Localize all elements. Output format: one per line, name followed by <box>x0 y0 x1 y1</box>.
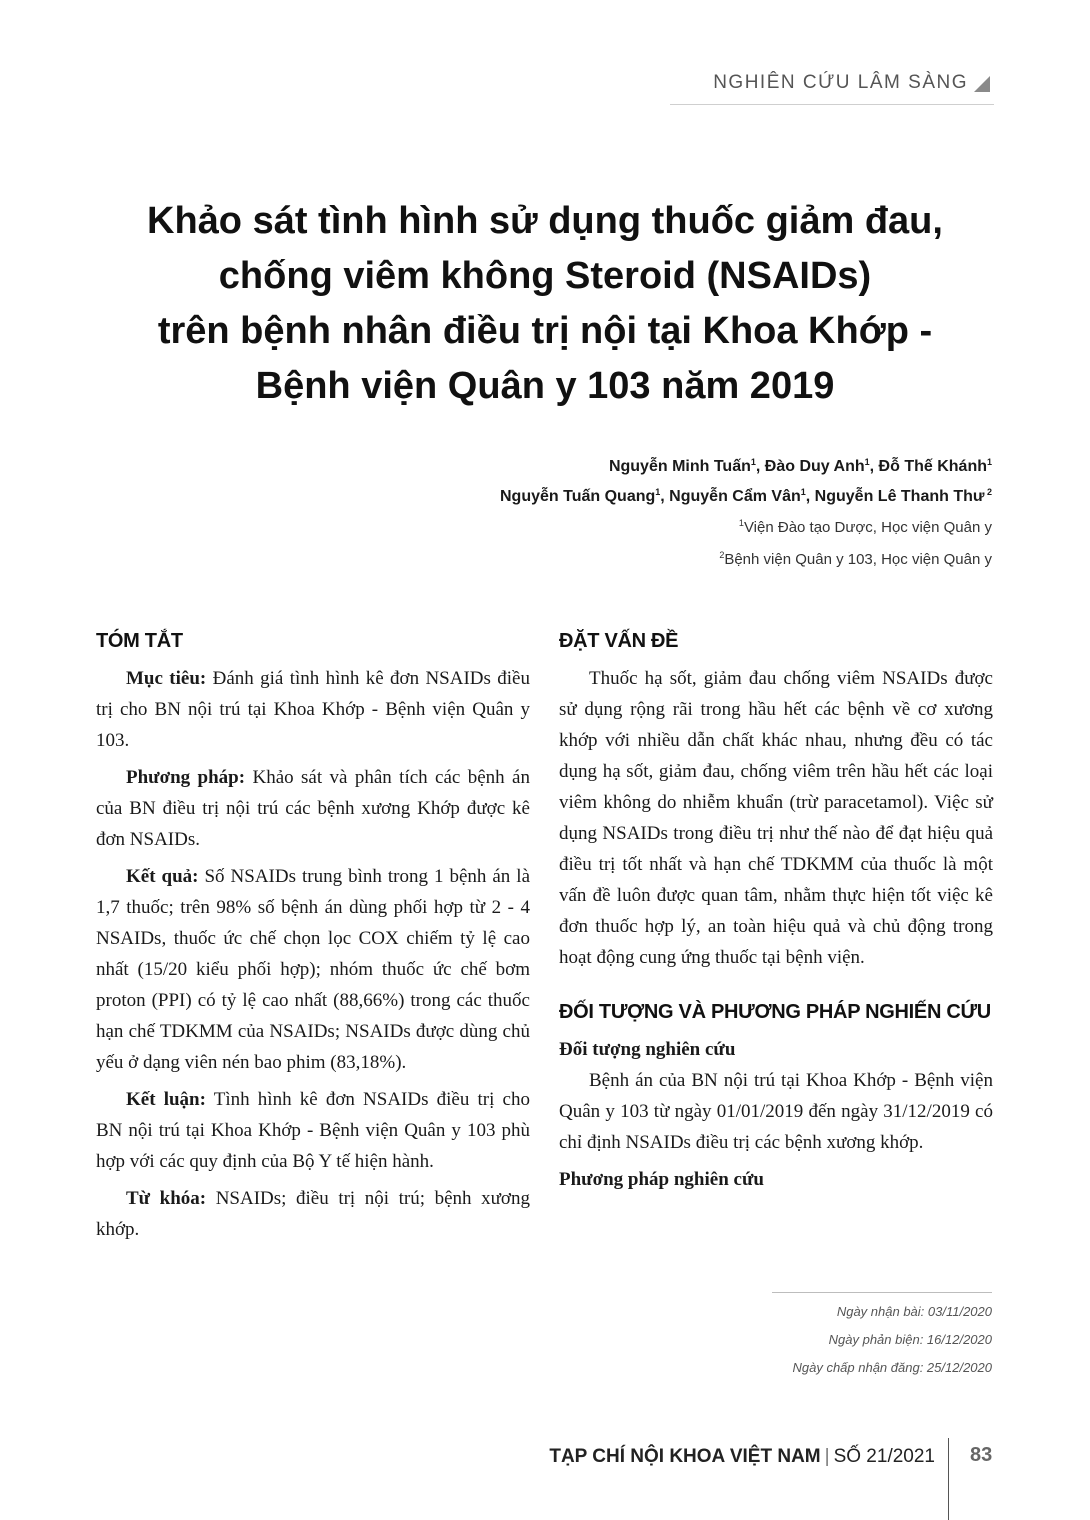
intro-paragraph: Thuốc hạ sốt, giảm đau chống viêm NSAIDs được sử dụng rộng rãi trong hầu hết các bệnh về cơ xương khớp với nhiều dẫn chất khác nhau, nhưng đều có tác dụng hạ sốt, giảm đau, chống viêm trên hầu hết các loại viêm không do nhiễm khuẩn (trừ paracetamol). Việc sử dụng NSAIDs trong điều trị như thế nào để đạt hiệu quả điều trị tốt nhất và hạn chế TDKMM của thuốc là một vấn đề luôn được quan tâm, nhằm thực hiện tốt việc kê đơn thuốc hợp lý, an toàn hiệu quả và chủ động trong hoạt động cung ứng thuốc tại bệnh viện. <box>559 668 993 968</box>
author-name: , Nguyễn Cẩm Vân <box>660 488 801 505</box>
header-divider <box>670 104 994 105</box>
title-line-4: Bệnh viện Quân y 103 năm 2019 <box>255 365 835 407</box>
author-affiliation-mark: 1 <box>986 457 992 467</box>
abstract-column <box>96 626 530 1251</box>
triangle-icon <box>974 76 990 92</box>
author-line-1 <box>500 452 992 482</box>
results-label: Kết quả: <box>126 866 199 887</box>
affiliation-1 <box>719 512 992 544</box>
footer-separator: | <box>824 1446 830 1467</box>
author-list <box>500 452 992 512</box>
issue-number: SỐ 21/2021 <box>833 1446 935 1467</box>
spacer <box>559 979 993 997</box>
author-affiliation-mark: 2 <box>984 487 992 497</box>
article-title <box>96 194 994 414</box>
abstract-results <box>96 861 530 1078</box>
author-name: , Đỗ Thế Khánh <box>869 458 987 475</box>
affiliation-mark: 1 <box>738 518 744 528</box>
page-number: 83 <box>970 1444 993 1466</box>
journal-footer <box>549 1446 935 1468</box>
affiliation-text: Bệnh viện Quân y 103, Học viện Quân y <box>724 551 992 568</box>
author-name: Nguyễn Minh Tuấn <box>608 458 751 475</box>
submission-dates <box>792 1298 992 1382</box>
keywords-text: NSAIDs; điều trị nội trú; bệnh xương khớp. <box>96 1188 530 1240</box>
intro-heading: ĐẶT VẤN ĐỀ <box>559 630 679 652</box>
results-text: Số NSAIDs trung bình trong 1 bệnh án là 1,7 thuốc; trên 98% số bệnh án dùng phối hợp từ 2 - 4 NSAIDs, thuốc ức chế chọn lọc COX chiếm tỷ lệ cao nhất (15/20 kiểu phối hợp); nhóm thuốc ức chế bơm proton (PPI) có tỷ lệ cao nhất (88,66%) trong các thuốc hạn chế TDKMM của NSAIDs; NSAIDs được dùng chủ yếu ở dạng viên nén bao phim (83,18%). <box>96 866 531 1073</box>
title-line-2: chống viêm không Steroid (NSAIDs) <box>218 255 872 297</box>
journal-name: TẠP CHÍ NỘI KHOA VIỆT NAM <box>549 1446 821 1467</box>
objective-text: Đánh giá tình hình kê đơn NSAIDs điều trị cho BN nội trú tại Khoa Khớp - Bệnh viện Quân y 103. <box>96 668 530 751</box>
conclusion-label: Kết luận: <box>126 1089 206 1110</box>
reviewed-date: Ngày phản biện: 16/12/2020 <box>828 1332 992 1347</box>
conclusion-text: Tình hình kê đơn NSAIDs điều trị cho BN nội trú tại Khoa Khớp - Bệnh viện Quân y 103 phù hợp với các quy định của Bộ Y tế hiện hành. <box>96 1089 530 1172</box>
affiliation-mark: 2 <box>719 550 725 560</box>
keywords-label: Từ khóa: <box>126 1188 207 1209</box>
body-column <box>559 626 993 1195</box>
footer-vertical-rule <box>948 1438 949 1520</box>
method-subheading: Phương pháp nghiên cứu <box>559 1169 764 1190</box>
title-line-3: trên bệnh nhân điều trị nội tại Khoa Khớp - <box>157 310 933 352</box>
author-affiliation-mark: 1 <box>655 487 661 497</box>
author-affiliation-mark: 1 <box>800 487 806 497</box>
methods-heading: ĐỐI TƯỢNG VÀ PHƯƠNG PHÁP NGHIẾN CỨU <box>559 1001 991 1023</box>
affiliation-2 <box>719 544 992 576</box>
abstract-heading: TÓM TẮT <box>96 630 183 652</box>
subjects-paragraph: Bệnh án của BN nội trú tại Khoa Khớp - Bệnh viện Quân y 103 từ ngày 01/01/2019 đến ngày 31/12/2019 có chỉ định NSAIDs điều trị các bệnh xương khớp. <box>559 1070 993 1153</box>
author-name: , Nguyễn Lê Thanh Thư <box>805 488 985 505</box>
objective-label: Mục tiêu: <box>126 668 207 689</box>
author-name: Nguyễn Tuấn Quang <box>500 488 656 505</box>
affiliations <box>719 512 992 576</box>
method-label: Phương pháp: <box>126 767 246 788</box>
abstract-objective <box>96 663 530 756</box>
title-line-1: Khảo sát tình hình sử dụng thuốc giảm đau, <box>147 200 943 242</box>
received-date: Ngày nhận bài: 03/11/2020 <box>836 1304 992 1319</box>
author-affiliation-mark: 1 <box>750 457 756 467</box>
affiliation-text: Viện Đào tạo Dược, Học viện Quân y <box>743 519 992 536</box>
section-label-text: NGHIÊN CỨU LÂM SÀNG <box>713 72 968 93</box>
author-line-2 <box>500 482 992 512</box>
subjects-subheading: Đối tượng nghiên cứu <box>559 1039 736 1060</box>
method-text: Khảo sát và phân tích các bệnh án của BN điều trị nội trú các bệnh xương Khớp được kê đơn NSAIDs. <box>96 767 530 850</box>
accepted-date: Ngày chấp nhận đăng: 25/12/2020 <box>792 1360 992 1375</box>
abstract-conclusion <box>96 1084 530 1177</box>
abstract-method <box>96 762 530 855</box>
author-affiliation-mark: 1 <box>864 457 870 467</box>
dates-divider <box>772 1292 992 1293</box>
section-label <box>713 72 990 94</box>
author-name: , Đào Duy Anh <box>755 458 865 475</box>
abstract-keywords <box>96 1183 530 1245</box>
